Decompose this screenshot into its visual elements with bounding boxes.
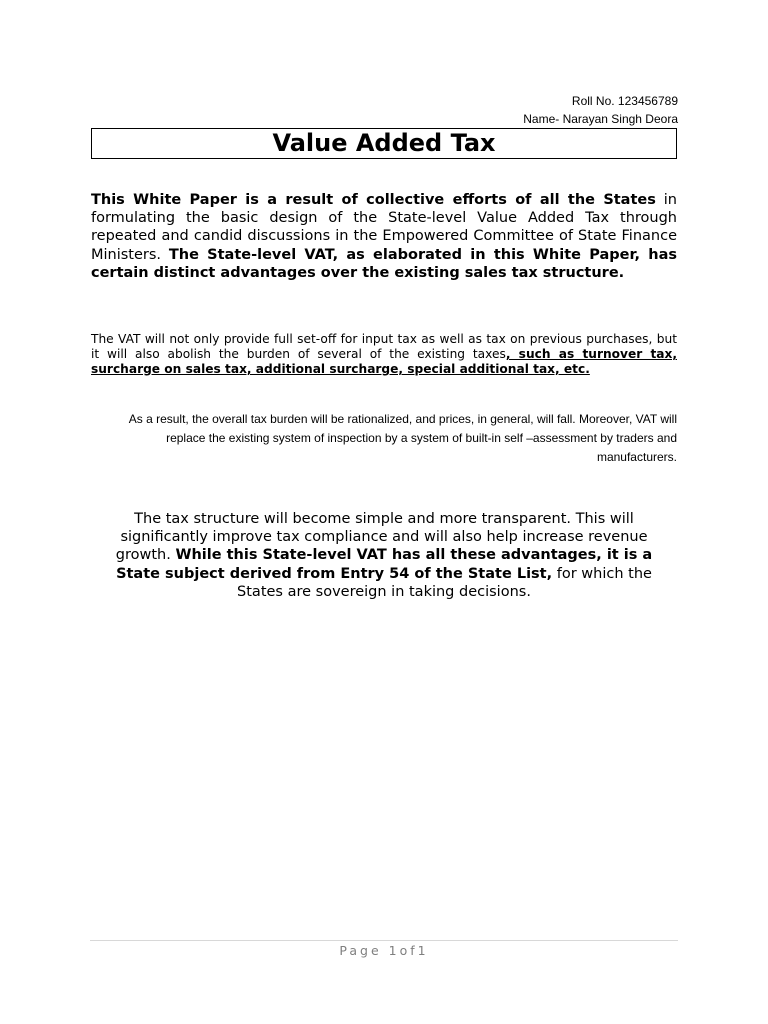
document-title: Value Added Tax <box>91 128 677 159</box>
intro-regular-text: in formulating the basic design of the State-level Value Added Tax through repeated and candid discussions in the Empowered Committee of State Finance Ministers. <box>91 192 677 263</box>
structure-regular-start: The tax structure will become simple and more transparent. This will significantly improve tax compliance and will also help increase revenue growth. <box>115 511 648 564</box>
paragraph-tax-burden: As a result, the overall tax burden will be rationalized, and prices, in general, will fall. Moreover, VAT will replace the existing system of inspection by a system of built-in self –assessment by traders and manufacturers. <box>128 412 677 464</box>
intro-bold-text: This White Paper is a result of collective efforts of all the States <box>91 192 656 208</box>
structure-regular-end: for which the States are sovereign in taking decisions. <box>237 565 652 600</box>
setoff-regular-text: The VAT will not only provide full set-off for input tax as well as tax on previous purchases, but it will also abolish the burden of several of the existing taxes <box>91 332 677 361</box>
structure-bold-text: While this State-level VAT has all these advantages, it is a State subject derived from Entry 54 of the State List, <box>116 547 653 582</box>
student-name: Name- Narayan Singh Deora <box>523 112 678 126</box>
paragraph-tax-structure <box>100 510 668 601</box>
paragraph-vat-setoff <box>91 332 677 377</box>
roll-number: Roll No. 123456789 <box>571 94 678 108</box>
paragraph-intro <box>91 191 677 282</box>
page-number: Page 1of1 <box>339 943 429 958</box>
student-info <box>90 92 678 128</box>
footer-divider <box>90 940 678 941</box>
setoff-taxes-list: , such as turnover tax, surcharge on sales tax, additional surcharge, special additional tax, etc. <box>91 347 677 376</box>
intro-bold-conclusion: The State-level VAT, as elaborated in this White Paper, has certain distinct advantages over the existing sales tax structure. <box>91 246 677 281</box>
